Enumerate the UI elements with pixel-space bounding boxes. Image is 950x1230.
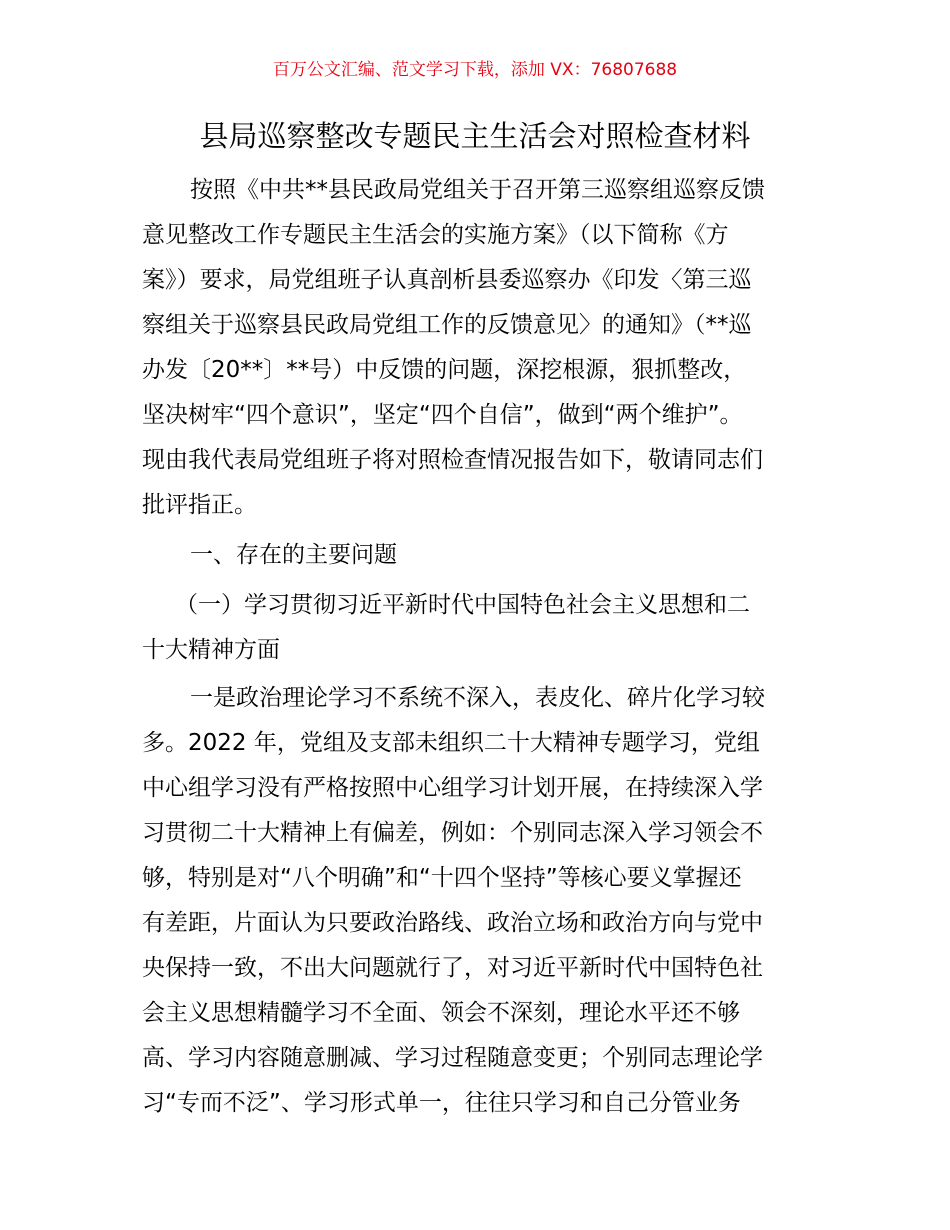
section-heading: 一、存在的主要问题 — [190, 542, 397, 568]
paragraph-line: 批评指正。 — [142, 492, 257, 518]
paragraph-line: 习“专而不泛”、学习形式单一，往往只学习和自己分管业务 — [142, 1090, 741, 1116]
paragraph-line: 察组关于巡察县民政局党组工作的反馈意见〉的通知》（**巡 — [142, 312, 752, 338]
subsection-heading: （一）学习贯彻习近平新时代中国特色社会主义思想和二 — [175, 592, 750, 618]
paragraph-line: 案》）要求，局党组班子认真剖析县委巡察办《印发〈第三巡 — [142, 267, 752, 293]
document-title: 县局巡察整改专题民主生活会对照检查材料 — [199, 119, 751, 153]
paragraph-line: 习贯彻二十大精神上有偏差，例如：个别同志深入学习领会不 — [142, 820, 763, 846]
paragraph-line: 现由我代表局党组班子将对照检查情况报告如下，敬请同志们 — [142, 447, 763, 473]
paragraph-line: 坚决树牢“四个意识”，坚定“四个自信”，做到“两个维护”。 — [142, 402, 743, 428]
paragraph-line: 中心组学习没有严格按照中心组学习计划开展，在持续深入学 — [142, 775, 763, 801]
paragraph-line: 有差距，片面认为只要政治路线、政治立场和政治方向与党中 — [142, 910, 763, 936]
subsection-heading: 十大精神方面 — [142, 637, 280, 663]
paragraph-line: 多。2022 年，党组及支部未组织二十大精神专题学习，党组 — [142, 730, 760, 756]
header-watermark-note: 百万公文汇编、范文学习下载，添加 VX：76807688 — [272, 60, 678, 80]
paragraph-line: 按照《中共**县民政局党组关于召开第三巡察组巡察反馈 — [190, 177, 765, 203]
paragraph-line: 会主义思想精髓学习不全面、领会不深刻，理论水平还不够 — [142, 1000, 740, 1026]
paragraph-line: 高、学习内容随意删减、学习过程随意变更；个别同志理论学 — [142, 1045, 763, 1071]
paragraph-line: 央保持一致，不出大问题就行了，对习近平新时代中国特色社 — [142, 955, 763, 981]
paragraph-line: 够，特别是对“八个明确”和“十四个坚持”等核心要义掌握还 — [142, 865, 742, 891]
paragraph-line: 意见整改工作专题民主生活会的实施方案》（以下简称《方 — [142, 222, 729, 248]
paragraph-line: 一是政治理论学习不系统不深入，表皮化、碎片化学习较 — [190, 685, 765, 711]
paragraph-line: 办发〔20**〕**号）中反馈的问题，深挖根源，狠抓整改， — [142, 357, 747, 383]
